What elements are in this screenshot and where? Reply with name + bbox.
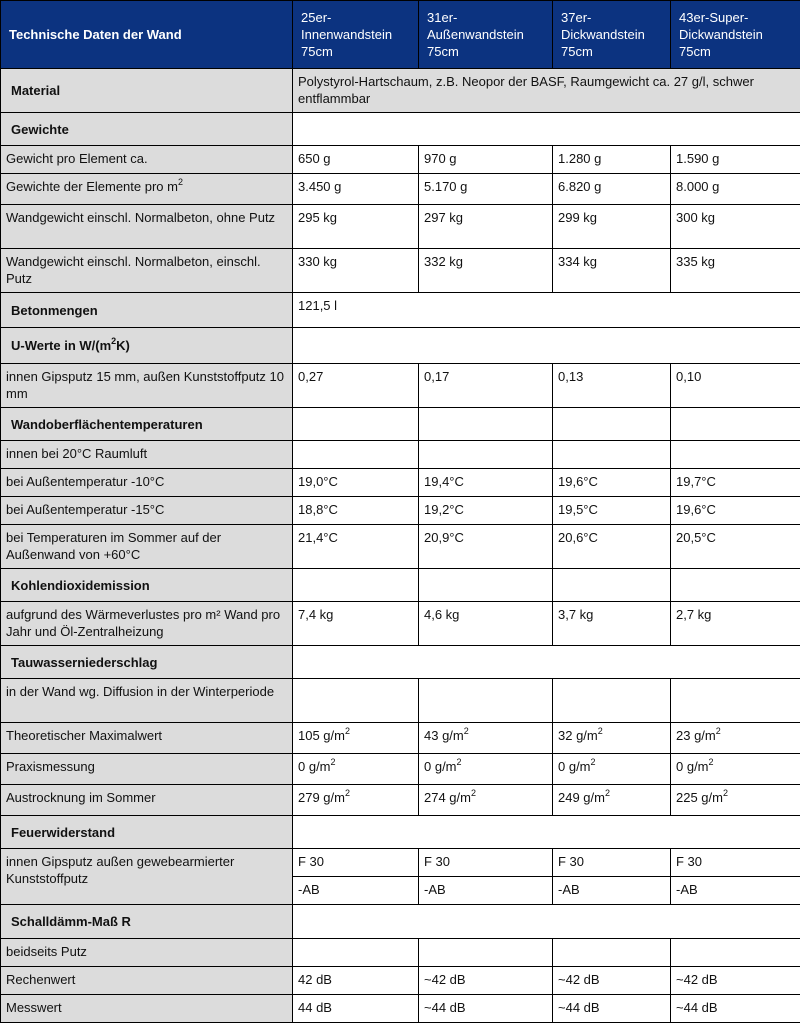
table-cell: 21,4°C: [293, 525, 419, 569]
table-cell: 19,2°C: [419, 497, 553, 525]
table-row: [1, 69, 800, 113]
table-cell: ~44 dB: [553, 995, 671, 1023]
row-label: bei Außentemperatur -15°C: [1, 497, 293, 525]
table-cell: 0,17: [419, 364, 553, 408]
empty-cell: [671, 939, 800, 967]
table-cell: 300 kg: [671, 205, 800, 249]
row-label: Wandgewicht einschl. Normalbeton, ohne Putz: [1, 205, 293, 249]
table-row: [1, 754, 800, 785]
section-label-temperaturen: Wandoberflächentemperaturen: [1, 408, 293, 441]
table-cell: 299 kg: [553, 205, 671, 249]
empty-cell: [293, 679, 419, 723]
empty-cell: [671, 679, 800, 723]
table-cell: 332 kg: [419, 249, 553, 293]
table-row: [1, 525, 800, 569]
table-cell: 1.280 g: [553, 146, 671, 174]
table-row: [1, 249, 800, 293]
row-label: Gewichte der Elemente pro $m^2$: [1, 174, 293, 205]
table-cell: 20,9°C: [419, 525, 553, 569]
table-cell: 19,7°C: [671, 469, 800, 497]
section-label-tauwasser: Tauwasserniederschlag: [1, 646, 293, 679]
table-cell: 2,7 kg: [671, 602, 800, 646]
table-cell: 105 $g/m^2$: [293, 723, 419, 754]
table-row: [1, 785, 800, 816]
table-cell: 225 $g/m^2$: [671, 785, 800, 816]
row-label: Praxismessung: [1, 754, 293, 785]
section-row: [1, 569, 800, 602]
empty-cell: [553, 939, 671, 967]
table-cell: 20,5°C: [671, 525, 800, 569]
table-cell: 20,6°C: [553, 525, 671, 569]
section-label-schall: Schalldämm-Maß R: [1, 905, 293, 939]
table-cell: ~42 dB: [671, 967, 800, 995]
table-cell: 0,10: [671, 364, 800, 408]
table-cell: 0 $g/m^2$: [419, 754, 553, 785]
empty-cell: [293, 646, 800, 679]
table-cell: 19,4°C: [419, 469, 553, 497]
table-cell: F 30: [671, 849, 800, 877]
row-label: aufgrund des Wärmeverlustes pro m² Wand pro Jahr und Öl-Zentralheizung: [1, 602, 293, 646]
table-cell: ~42 dB: [553, 967, 671, 995]
table-cell: 274 $g/m^2$: [419, 785, 553, 816]
empty-cell: [293, 905, 800, 939]
column-header: 43er-Super- Dickwandstein 75cm: [671, 1, 800, 69]
table-cell: ~42 dB: [419, 967, 553, 995]
table-cell: 3.450 g: [293, 174, 419, 205]
column-header: 31er- Außenwandstein 75cm: [419, 1, 553, 69]
section-row: [1, 816, 800, 849]
table-row: [1, 939, 800, 967]
table-row: [1, 995, 800, 1023]
row-label: innen Gipsputz außen gewebearmierter Kunststoffputz: [1, 849, 293, 905]
table-cell: 650 g: [293, 146, 419, 174]
table-cell: F 30: [553, 849, 671, 877]
table-cell: F 30: [293, 849, 419, 877]
section-row: [1, 646, 800, 679]
table-cell: 19,5°C: [553, 497, 671, 525]
row-label: innen Gipsputz 15 mm, außen Kunststoffputz 10 mm: [1, 364, 293, 408]
section-row: [1, 328, 800, 364]
table-cell: 0,13: [553, 364, 671, 408]
row-label: Wandgewicht einschl. Normalbeton, einschl. Putz: [1, 249, 293, 293]
table-cell: 297 kg: [419, 205, 553, 249]
table-row: [1, 723, 800, 754]
empty-cell: [419, 569, 553, 602]
table-cell: 335 kg: [671, 249, 800, 293]
table-cell: F 30: [419, 849, 553, 877]
table-row: [1, 364, 800, 408]
table-cell: 334 kg: [553, 249, 671, 293]
section-label-uwerte: U-Werte in $W/(m^2K)$: [1, 328, 293, 364]
table-cell: 42 dB: [293, 967, 419, 995]
table-cell: 43 $g/m^2$: [419, 723, 553, 754]
table-cell: 32 $g/m^2$: [553, 723, 671, 754]
table-cell: 970 g: [419, 146, 553, 174]
row-label: in der Wand wg. Diffusion in der Winterperiode: [1, 679, 293, 723]
table-cell: 6.820 g: [553, 174, 671, 205]
empty-cell: [671, 569, 800, 602]
empty-cell: [419, 679, 553, 723]
section-row: [1, 113, 800, 146]
table-row: [1, 469, 800, 497]
table-row: [1, 849, 800, 877]
table-cell: 8.000 g: [671, 174, 800, 205]
table-cell: 0 $g/m^2$: [553, 754, 671, 785]
row-label: beidseits Putz: [1, 939, 293, 967]
column-header: 37er- Dickwandstein 75cm: [553, 1, 671, 69]
table-cell: 19,0°C: [293, 469, 419, 497]
table-cell: -AB: [671, 877, 800, 905]
row-label: Messwert: [1, 995, 293, 1023]
empty-cell: [293, 816, 800, 849]
row-label: bei Temperaturen im Sommer auf der Außenwand von +60°C: [1, 525, 293, 569]
column-header: 25er- Innenwandstein 75cm: [293, 1, 419, 69]
table-cell: 23 $g/m^2$: [671, 723, 800, 754]
row-label: Gewicht pro Element ca.: [1, 146, 293, 174]
section-label-gewichte: Gewichte: [1, 113, 293, 146]
table-row: [1, 497, 800, 525]
empty-cell: [553, 408, 671, 441]
empty-cell: [419, 939, 553, 967]
table-cell: -AB: [419, 877, 553, 905]
empty-cell: [293, 569, 419, 602]
empty-cell: [671, 408, 800, 441]
row-label: bei Außentemperatur -10°C: [1, 469, 293, 497]
table-cell: -AB: [553, 877, 671, 905]
section-label-material: Material: [1, 69, 293, 113]
header-row: [1, 1, 800, 69]
empty-cell: [293, 939, 419, 967]
table-cell: 0 $g/m^2$: [671, 754, 800, 785]
empty-cell: [553, 679, 671, 723]
table-cell: ~44 dB: [671, 995, 800, 1023]
table-cell: 1.590 g: [671, 146, 800, 174]
table-cell: -AB: [293, 877, 419, 905]
table-row: [1, 174, 800, 205]
table-cell: 18,8°C: [293, 497, 419, 525]
material-value: Polystyrol-Hartschaum, z.B. Neopor der BASF, Raumgewicht ca. 27 g/l, schwer entflammbar: [293, 69, 800, 113]
empty-cell: [419, 408, 553, 441]
table-cell: ~44 dB: [419, 995, 553, 1023]
row-label: Rechenwert: [1, 967, 293, 995]
table-cell: 295 kg: [293, 205, 419, 249]
table-cell: 249 $g/m^2$: [553, 785, 671, 816]
empty-cell: [293, 441, 419, 469]
row-label: Austrocknung im Sommer: [1, 785, 293, 816]
table-row: [1, 293, 800, 328]
row-label: innen bei 20°C Raumluft: [1, 441, 293, 469]
table-cell: 3,7 kg: [553, 602, 671, 646]
table-cell: 5.170 g: [419, 174, 553, 205]
section-row: [1, 408, 800, 441]
table-cell: 19,6°C: [671, 497, 800, 525]
table-cell: 44 dB: [293, 995, 419, 1023]
section-label-co2: Kohlendioxidemission: [1, 569, 293, 602]
table-cell: 0,27: [293, 364, 419, 408]
section-row: [1, 905, 800, 939]
table-cell: 279 $g/m^2$: [293, 785, 419, 816]
empty-cell: [293, 328, 800, 364]
empty-cell: [419, 441, 553, 469]
empty-cell: [553, 569, 671, 602]
beton-value: 121,5 l: [293, 293, 800, 328]
table-row: [1, 205, 800, 249]
table-row: [1, 441, 800, 469]
table-title: Technische Daten der Wand: [1, 1, 293, 69]
table-cell: 4,6 kg: [419, 602, 553, 646]
row-label: Theoretischer Maximalwert: [1, 723, 293, 754]
table-cell: 7,4 kg: [293, 602, 419, 646]
table-cell: 330 kg: [293, 249, 419, 293]
empty-cell: [293, 408, 419, 441]
table-cell: 19,6°C: [553, 469, 671, 497]
empty-cell: [671, 441, 800, 469]
empty-cell: [553, 441, 671, 469]
section-label-beton: Betonmengen: [1, 293, 293, 328]
table-cell: 0 $g/m^2$: [293, 754, 419, 785]
section-label-feuer: Feuerwiderstand: [1, 816, 293, 849]
table-row: [1, 679, 800, 723]
empty-cell: [293, 113, 800, 146]
table-row: [1, 602, 800, 646]
table-row: [1, 146, 800, 174]
table-row: [1, 967, 800, 995]
